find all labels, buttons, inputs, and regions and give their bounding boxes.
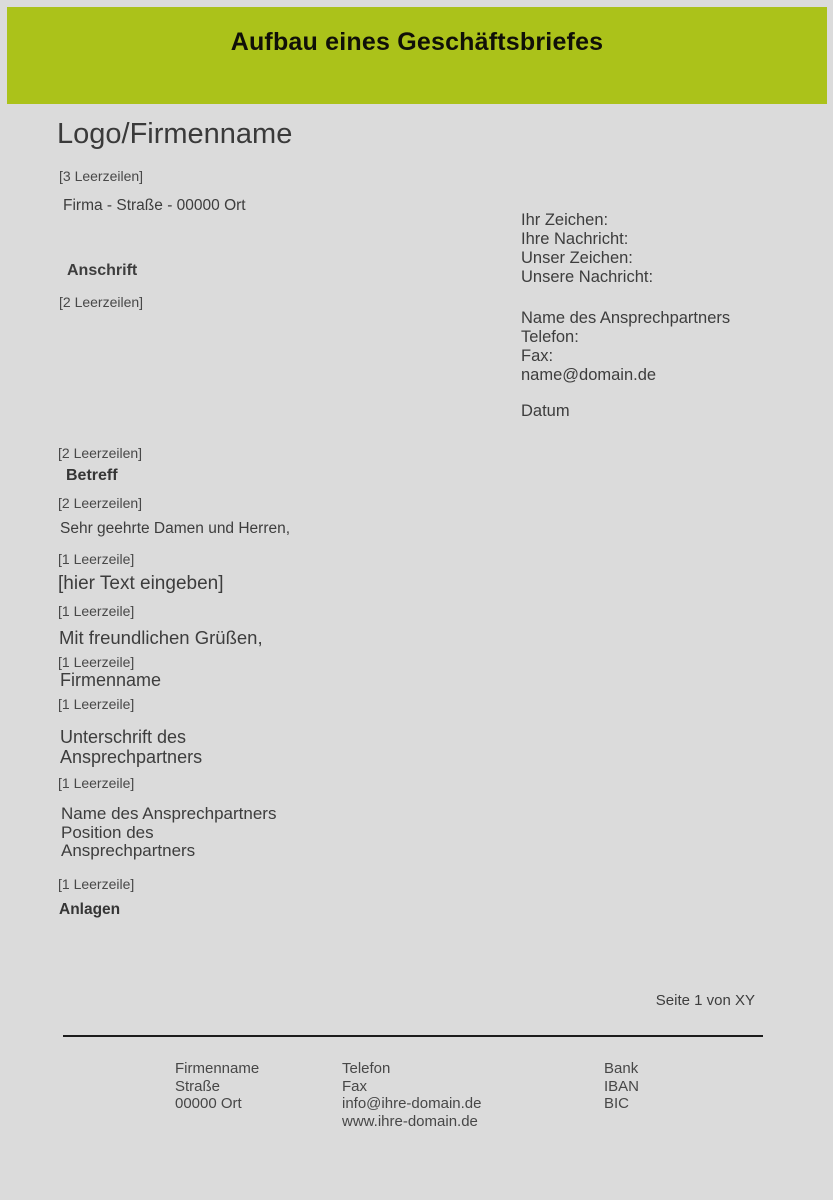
spacer-annotation-3-lines: [3 Leerzeilen] xyxy=(59,168,144,184)
contact-line: Telefon: xyxy=(521,328,579,346)
logo-company-heading: Logo/Firmenname xyxy=(57,118,293,150)
footer-line: 00000 Ort xyxy=(175,1095,242,1112)
reference-line: Unsere Nachricht: xyxy=(521,268,654,286)
signee-line: Name des Ansprechpartners xyxy=(61,804,277,823)
signee-name-position-block xyxy=(61,805,276,861)
date-label: Datum xyxy=(521,402,570,420)
footer-divider-line xyxy=(63,1035,763,1037)
footer-line: info@ihre-domain.de xyxy=(342,1095,482,1112)
recipient-address-label: Anschrift xyxy=(67,262,138,279)
page-title: Aufbau eines Geschäftsbriefes xyxy=(230,28,604,56)
header-band xyxy=(7,7,827,104)
reference-line: Ihr Zeichen: xyxy=(521,211,609,229)
contact-line: name@domain.de xyxy=(521,366,657,384)
page-number: Seite 1 von XY xyxy=(655,992,755,1009)
footer-bank-column xyxy=(604,1060,639,1113)
spacer-annotation-2-lines: [2 Leerzeilen] xyxy=(58,495,143,511)
contact-line: Fax: xyxy=(521,347,554,365)
signature-placeholder-block xyxy=(60,728,202,767)
closing-line: Mit freundlichen Grüßen, xyxy=(59,627,263,648)
spacer-annotation-1-line: [1 Leerzeile] xyxy=(58,654,135,670)
salutation-line: Sehr geehrte Damen und Herren, xyxy=(60,520,291,537)
footer-line: www.ihre-domain.de xyxy=(342,1112,478,1130)
footer-line: Firmenname xyxy=(175,1060,260,1077)
attachments-label: Anlagen xyxy=(59,901,121,918)
return-address-line: Firma - Straße - 00000 Ort xyxy=(63,197,246,214)
company-name-line: Firmenname xyxy=(60,670,162,690)
footer-line: Fax xyxy=(342,1077,368,1095)
contact-line: Name des Ansprechpartners xyxy=(521,309,731,327)
signature-line: Unterschrift des xyxy=(60,727,187,747)
signee-line: Position des xyxy=(61,822,154,842)
spacer-annotation-1-line: [1 Leerzeile] xyxy=(58,551,135,567)
spacer-annotation-1-line: [1 Leerzeile] xyxy=(58,696,135,712)
spacer-annotation-1-line: [1 Leerzeile] xyxy=(58,603,135,619)
footer-line: Straße xyxy=(175,1077,221,1095)
spacer-annotation-2-lines: [2 Leerzeilen] xyxy=(59,294,144,310)
reference-line: Unser Zeichen: xyxy=(521,249,633,267)
footer-company-column xyxy=(175,1060,259,1113)
spacer-annotation-2-lines: [2 Leerzeilen] xyxy=(58,445,143,461)
signee-line: Ansprechpartners xyxy=(61,841,196,860)
body-text-placeholder: [hier Text eingeben] xyxy=(58,573,224,594)
footer-line: Telefon xyxy=(342,1060,391,1077)
footer-line: Bank xyxy=(604,1060,639,1077)
reference-info-block xyxy=(521,211,730,421)
spacer-annotation-1-line: [1 Leerzeile] xyxy=(58,876,135,892)
spacer xyxy=(521,287,730,309)
subject-label: Betreff xyxy=(66,467,118,484)
footer-contact-column xyxy=(342,1060,481,1130)
reference-line: Ihre Nachricht: xyxy=(521,230,629,248)
footer-line: IBAN xyxy=(604,1077,640,1095)
footer-line: BIC xyxy=(604,1095,630,1112)
spacer-annotation-1-line: [1 Leerzeile] xyxy=(58,775,135,791)
signature-line: Ansprechpartners xyxy=(60,746,203,767)
spacer xyxy=(521,385,730,402)
